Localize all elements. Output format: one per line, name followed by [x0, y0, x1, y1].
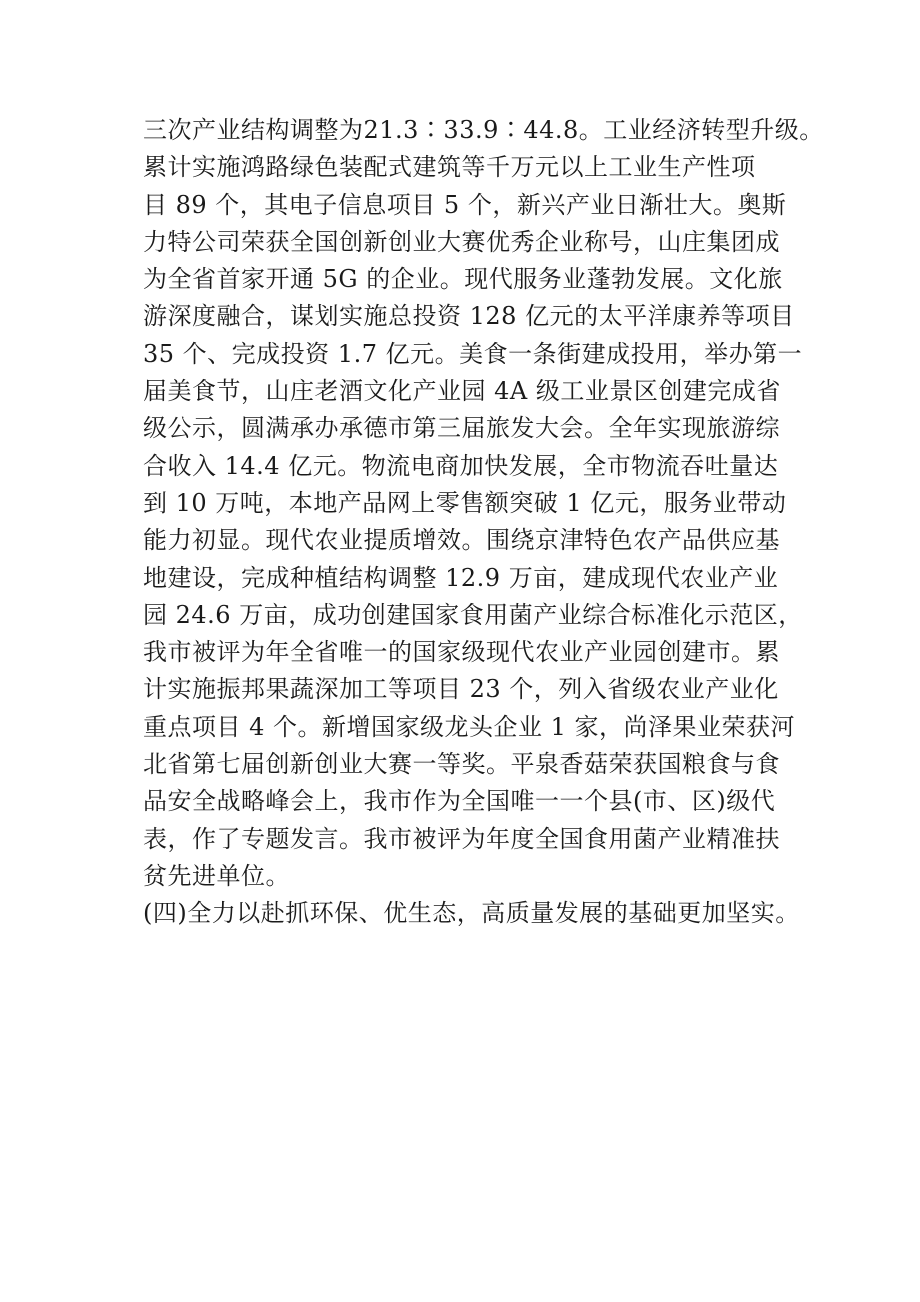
text-line: 合收入 14.4 亿元。物流电商加快发展，全市物流吞吐量达	[143, 451, 779, 480]
text-line: 我市被评为年全省唯一的国家级现代农业产业园创建市。累	[143, 638, 780, 667]
text-line: 35 个、完成投资 1.7 亿元。美食一条街建成投用，举办第一	[143, 339, 803, 368]
section-heading: (四)全力以赴抓环保、优生态，高质量发展的基础更加坚实。	[143, 899, 800, 928]
text-line: 目 89 个，其电子信息项目 5 个，新兴产业日渐壮大。奥斯	[143, 190, 787, 219]
text-line: 累计实施鸿路绿色装配式建筑等千万元以上工业生产性项	[143, 153, 756, 182]
text-line: 地建设，完成种植结构调整 12.9 万亩，建成现代农业产业	[143, 563, 779, 592]
text-line: 为全省首家开通 5G 的企业。现代服务业蓬勃发展。文化旅	[143, 265, 783, 294]
text-line: 力特公司荣获全国创新创业大赛优秀企业称号，山庄集团成	[143, 227, 780, 256]
text-line: 贫先进单位。	[143, 861, 290, 890]
text-line: 届美食节，山庄老酒文化产业园 4A 级工业景区创建完成省	[143, 377, 781, 406]
text-line: 北省第七届创新创业大赛一等奖。平泉香菇荣获国粮食与食	[143, 750, 780, 779]
text-line: 计实施振邦果蔬深加工等项目 23 个，列入省级农业产业化	[143, 675, 779, 704]
text-line: 级公示，圆满承办承德市第三届旅发大会。全年实现旅游综	[143, 414, 780, 443]
text-line: 重点项目 4 个。新增国家级龙头企业 1 家，尚泽果业荣获河	[143, 712, 796, 741]
text-line: 表，作了专题发言。我市被评为年度全国食用菌产业精准扶	[143, 824, 780, 853]
text-line: 园 24.6 万亩，成功创建国家食用菌产业综合标准化示范区，	[143, 600, 803, 629]
text-line: 游深度融合，谋划实施总投资 128 亿元的太平洋康养等项目	[143, 302, 795, 331]
text-line: 三次产业结构调整为21.3∶33.9∶44.8。工业经济转型升级。	[143, 116, 824, 144]
body-text	[143, 112, 823, 933]
text-line: 能力初显。现代农业提质增效。围绕京津特色农产品供应基	[143, 526, 780, 555]
text-line: 品安全战略峰会上，我市作为全国唯一一个县(市、区)级代	[143, 787, 776, 816]
text-line: 到 10 万吨，本地产品网上零售额突破 1 亿元，服务业带动	[143, 488, 787, 517]
